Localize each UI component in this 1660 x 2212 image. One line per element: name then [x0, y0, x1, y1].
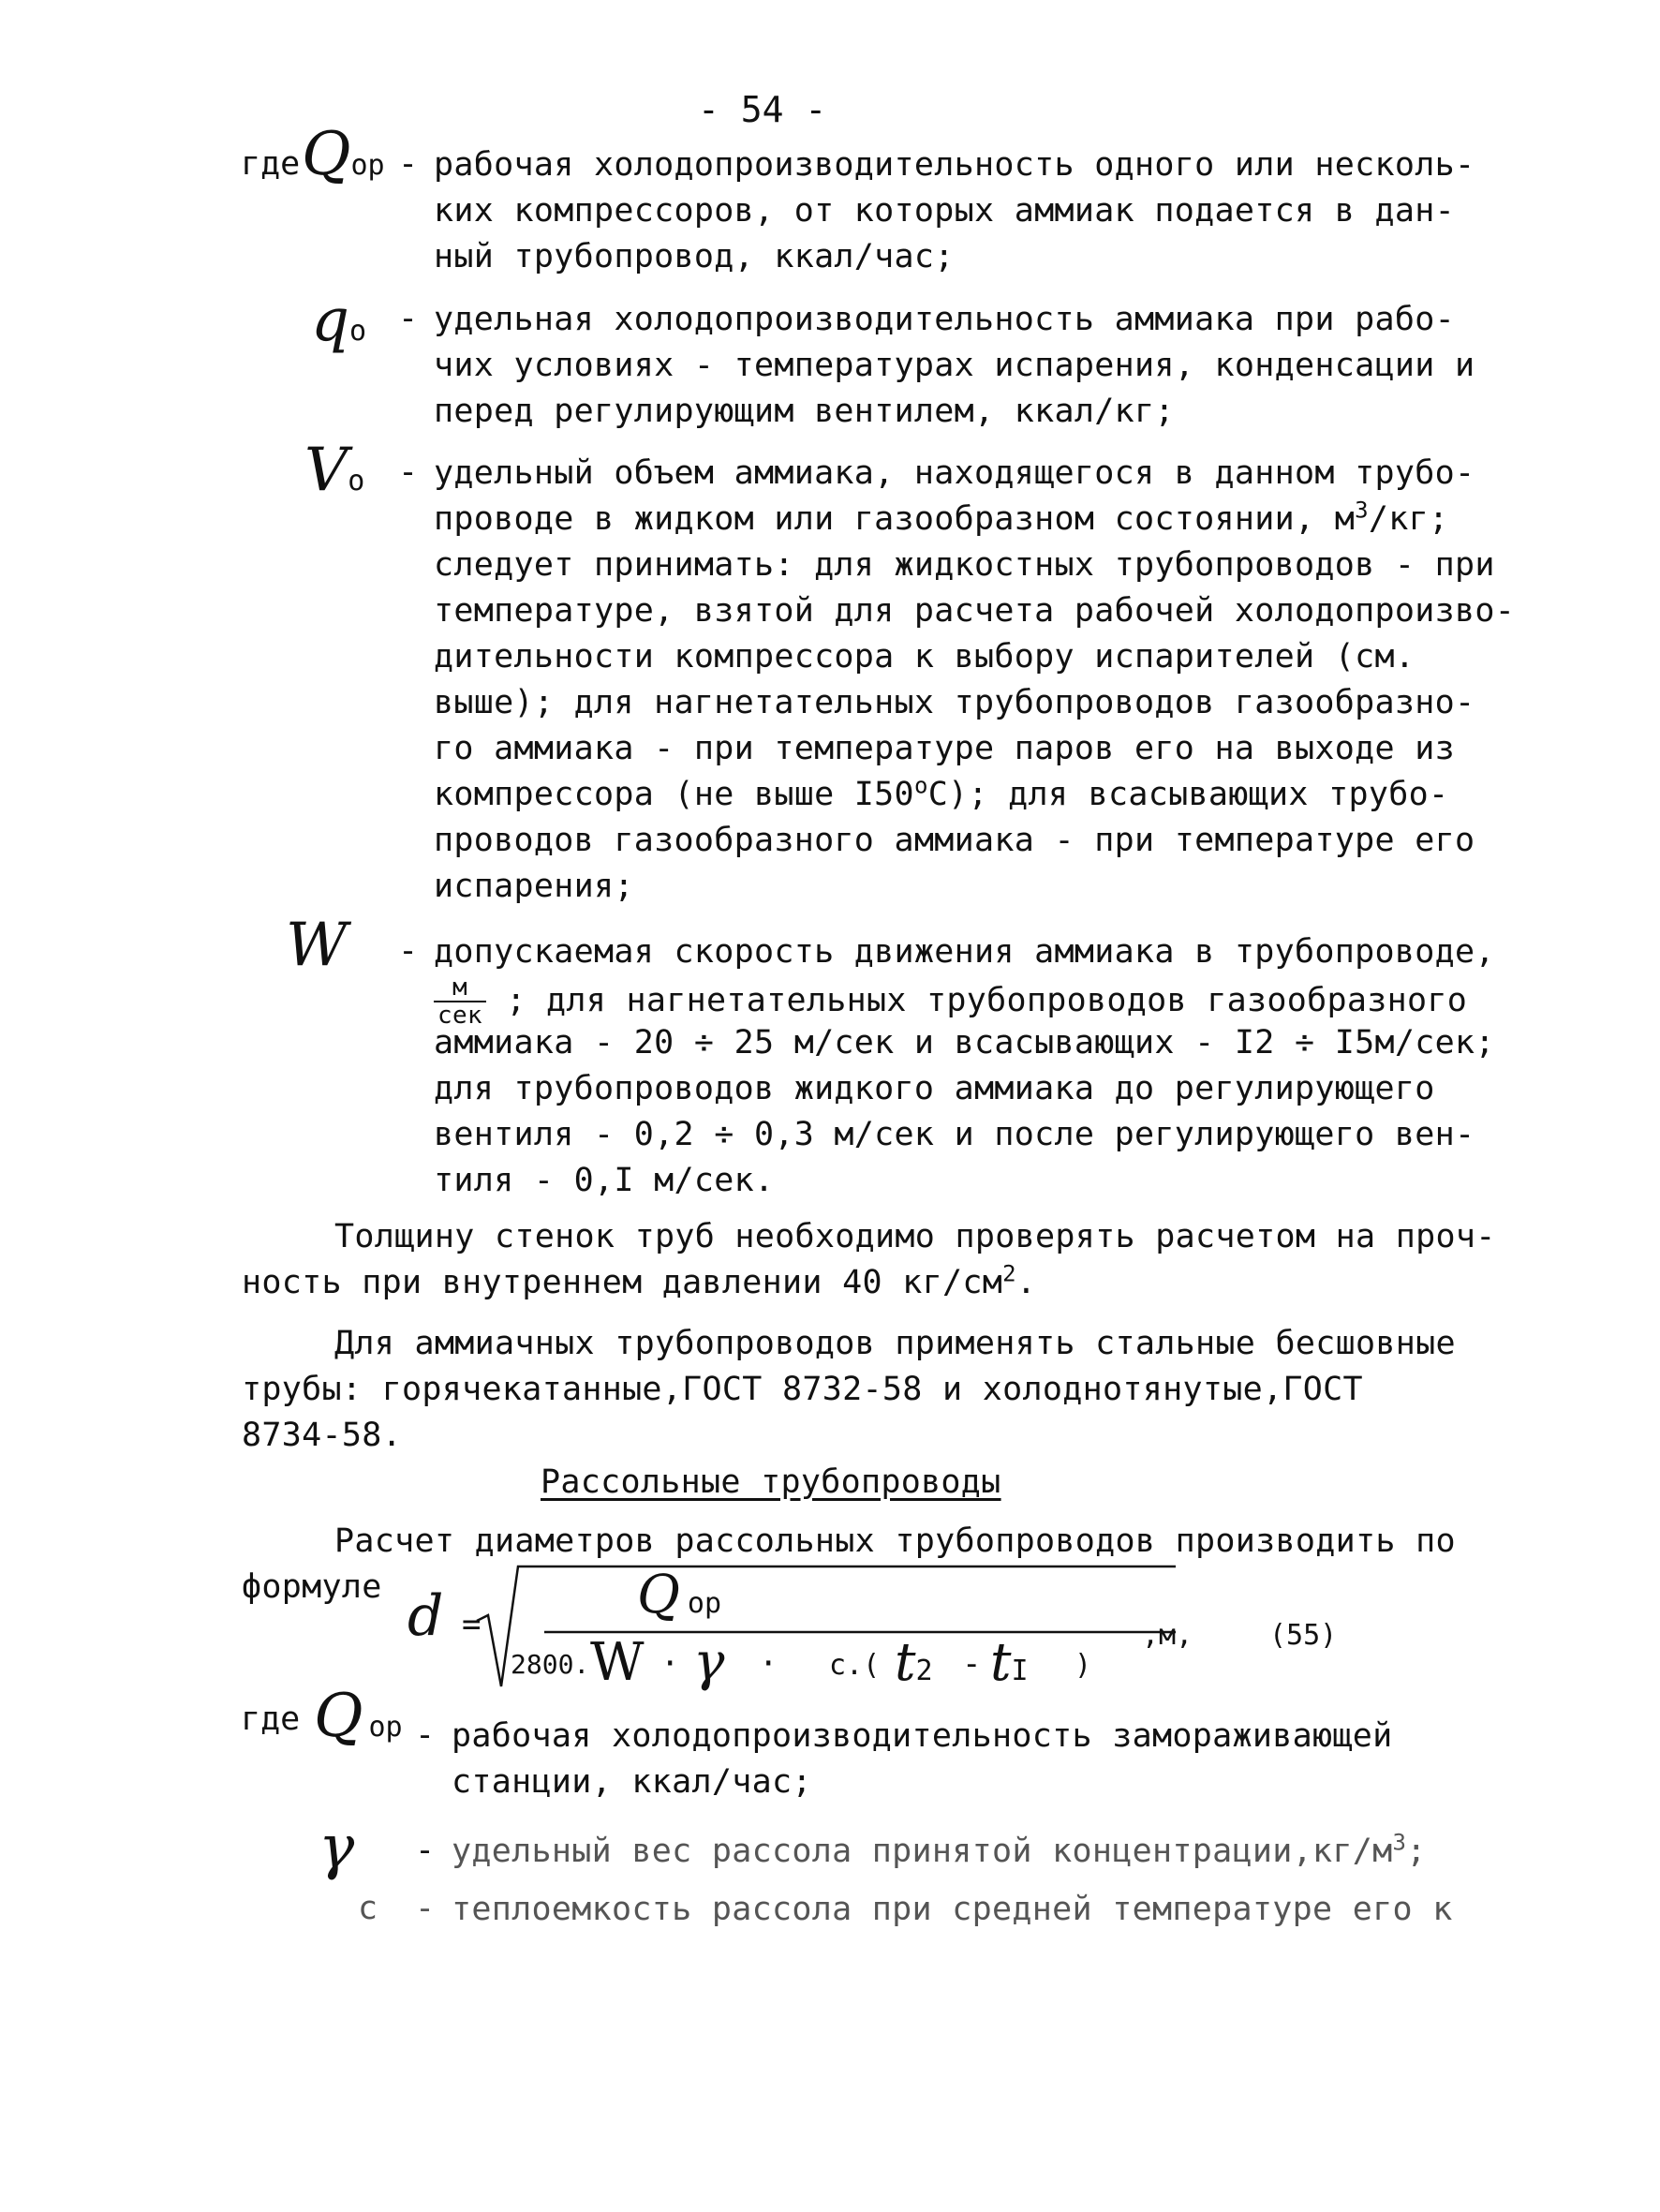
definition-line: перед регулирующим вентилем, ккал/кг;: [434, 393, 1175, 430]
where-label: где: [241, 145, 301, 183]
paragraph-line: Расчет диаметров рассольных трубопроводов производить по: [334, 1522, 1456, 1560]
page-number: - 54 -: [698, 89, 827, 130]
paragraph-line: ность при внутреннем давлении 40 $кг/см^2$.: [242, 1260, 1037, 1301]
symbol-c: с: [358, 1890, 378, 1927]
definition-line: удельный вес рассола принятой $концентрации,кг/м^3$;: [452, 1829, 1427, 1870]
definition-line: проводе в жидком или газообразном состоянии, $м^3/кг$;: [434, 497, 1449, 538]
denominator-w: W: [590, 1632, 645, 1693]
denominator-t2: t2: [895, 1632, 933, 1693]
denominator-c: с.(: [829, 1649, 881, 1682]
definition-line: температуре, взятой для расчета рабочей холодопроизво-: [434, 592, 1516, 630]
denominator-gamma: γ: [693, 1632, 725, 1693]
dash: -: [398, 453, 419, 491]
dash: -: [398, 145, 419, 183]
definition-line: тиля - 0,I м/сек.: [434, 1162, 775, 1199]
dash: -: [415, 1890, 436, 1927]
definition-line: допускаемая скорость движения аммиака в трубопроводе,: [434, 933, 1495, 971]
definition-line: вентиля - 0,2 ÷ 0,3 м/сек и после регулирующего вен-: [434, 1116, 1475, 1153]
dot: ·: [660, 1645, 680, 1683]
formula-number: (55): [1269, 1619, 1338, 1652]
symbol-q-op: Qор: [302, 120, 385, 189]
definition-line: для трубопроводов жидкого аммиака до регулирующего: [434, 1070, 1435, 1107]
definition-line: удельный объем аммиака, находящегося в данном трубо-: [434, 454, 1475, 492]
definition-line: проводов газообразного аммиака - при температуре его: [434, 822, 1475, 859]
definition-line: дительности компрессора к выбору испарителей (см.: [434, 638, 1415, 675]
dash: -: [415, 1716, 436, 1754]
symbol-w: W: [286, 911, 348, 980]
denominator-constant: 2800.: [511, 1649, 590, 1680]
definition-line: ких компрессоров, от которых аммиак подается в дан-: [434, 192, 1455, 230]
paragraph-line: Толщину стенок труб необходимо проверять расчетом на проч-: [334, 1218, 1496, 1255]
section-heading: Рассольные трубопроводы: [541, 1463, 1001, 1501]
definition-line: компрессора (не выше $I50^оС$); для всасывающих трубо-: [434, 772, 1449, 813]
close-paren: ): [1075, 1649, 1092, 1682]
symbol-q-o: qо: [311, 286, 367, 355]
definition-line: чих условиях - температурах испарения, конденсации и: [434, 347, 1475, 384]
definition-line: станции, ккал/час;: [452, 1763, 812, 1801]
paragraph-line: трубы: горячекатанные,ГОСТ 8732-58 и холоднотянутые,ГОСТ: [242, 1371, 1363, 1408]
symbol-gamma: γ: [319, 1813, 355, 1882]
dash: -: [398, 932, 419, 970]
numerator-q: Qор: [637, 1565, 722, 1626]
unit-fraction: $\frac{м}{\text{сек}}$: [434, 974, 486, 1029]
definition-line: го аммиака - при температуре паров его на выходе из: [434, 730, 1455, 767]
symbol-v-o: Vо: [304, 436, 365, 505]
definition-line: теплоемкость рассола при средней температуре его к: [452, 1891, 1453, 1928]
definition-line: выше); для нагнетательных трубопроводов газообразно-: [434, 684, 1475, 721]
dash: -: [415, 1832, 436, 1869]
paragraph-line: 8734-58.: [242, 1417, 402, 1454]
denominator-t1: tI: [990, 1632, 1029, 1693]
formula-55: [408, 1555, 1382, 1696]
paragraph-line: Для аммиачных трубопроводов применять стальные бесшовные: [334, 1325, 1456, 1362]
definition-line: ный трубопровод, ккал/час;: [434, 238, 955, 275]
formula-unit: ,м,: [1142, 1619, 1193, 1652]
where-label: где: [241, 1700, 301, 1738]
formula-d: d: [408, 1583, 444, 1649]
definition-line: рабочая холодопроизводительность замораживающей: [452, 1717, 1393, 1755]
definition-line: рабочая холодопроизводительность одного или несколь-: [434, 146, 1475, 184]
minus: -: [962, 1645, 982, 1683]
paragraph-line: формуле: [242, 1568, 382, 1606]
definition-line: испарения;: [434, 868, 634, 905]
definition-line: удельная холодопроизводительность аммиака при рабо-: [434, 301, 1455, 338]
definition-line: следует принимать: для жидкостных трубопроводов - при: [434, 546, 1495, 584]
symbol-q-op: Qор: [314, 1682, 403, 1751]
dot: ·: [759, 1645, 778, 1683]
definition-line: $\frac{м}{\text{сек}}$ ; для нагнетательных трубопроводов газообразного: [434, 974, 1467, 1029]
formula-equals: =: [462, 1606, 482, 1643]
definition-line: аммиака - 20 ÷ 25 м/сек и всасывающих - I2 ÷ I5м/сек;: [434, 1024, 1495, 1061]
dash: -: [398, 300, 419, 337]
